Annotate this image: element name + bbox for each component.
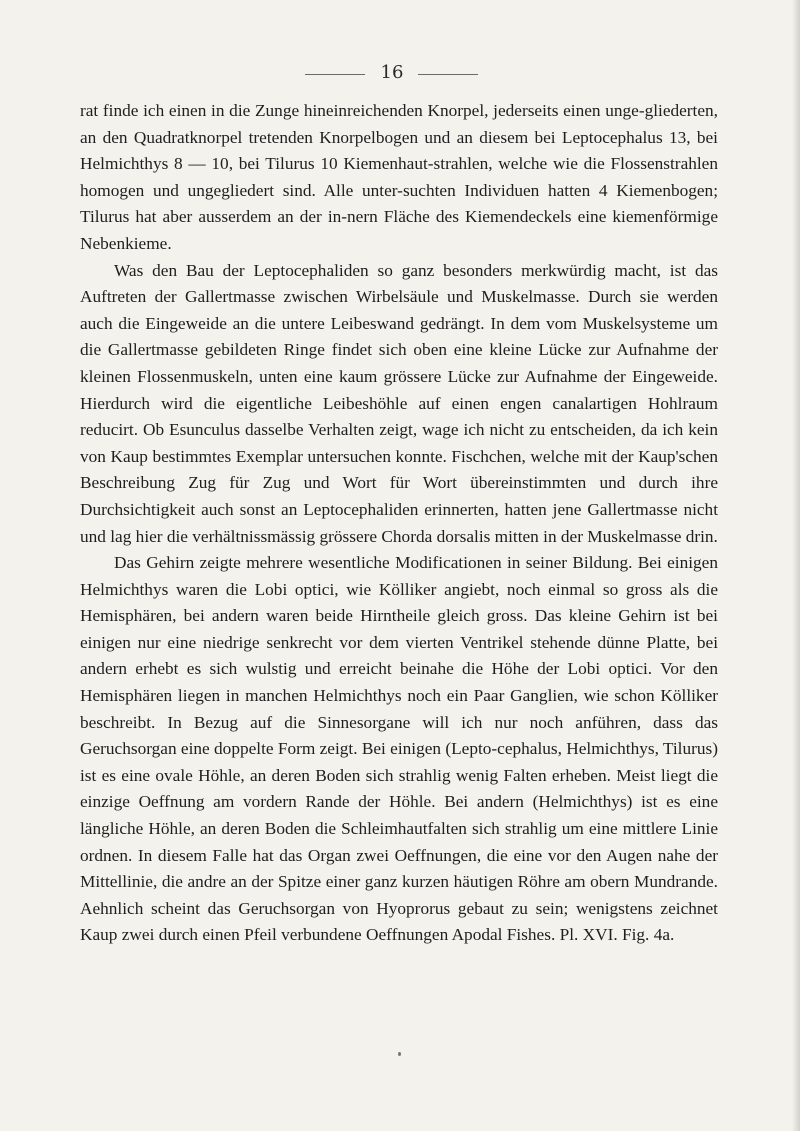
page-header: [0, 62, 800, 86]
paragraph-continued: rat finde ich einen in die Zunge hineinreichenden Knorpel, jederseits einen unge-gliederten, an den Quadratknorpel tretenden Knorpelbogen und an diesem bei Leptocephalus 13, bei Helmichthys 8 — 10, bei Tilurus 10 Kiemenhaut-strahlen, welche wie die Flossenstrahlen homogen und ungegliedert sind. Alle unter-suchten Individuen hatten 4 Kiemenbogen; Tilurus hat aber ausserdem an der in-nern Fläche des Kiemendeckels eine kiemenförmige Nebenkieme.: [80, 101, 718, 253]
body-text: [80, 98, 718, 949]
header-rule-left: [305, 74, 365, 75]
page-number: 16: [380, 62, 404, 83]
paragraph-gehirn: Das Gehirn zeigte mehrere wesentliche Modificationen in seiner Bildung. Bei einigen Helmichthys waren die Lobi optici, wie Kölliker angiebt, noch einmal so gross als die Hemisphären, bei andern waren beide Hirntheile gleich gross. Das kleine Gehirn ist bei einigen nur eine niedrige senkrecht vor dem vierten Ventrikel stehende dünne Platte, bei andern erhebt es sich wulstig und erreicht beinahe die Höhe der Lobi optici. Vor den Hemisphären liegen in manchen Helmichthys noch ein Paar Ganglien, wie schon Kölliker beschreibt. In Bezug auf die Sinnesorgane will ich nur noch anführen, dass das Geruchsorgan eine doppelte Form zeigt. Bei einigen (Lepto-cephalus, Helmichthys, Tilurus) ist es eine ovale Höhle, an deren Boden sich strahlig wenig Falten erheben. Meist liegt die einzige Oeffnung am vordern Rande der Höhle. Bei andern (Helmichthys) ist es eine längliche Höhle, an deren Boden die Schleimhautfalten sich strahlig um eine mittlere Linie ordnen. In diesem Falle hat das Organ zwei Oeffnungen, die eine vor den Augen nahe der Mittellinie, die andre an der Spitze einer ganz kurzen häutigen Röhre am obern Mundrande. Aehnlich scheint das Geruchsorgan von Hyoprorus gebaut zu sein; wenigstens zeichnet Kaup zwei durch einen Pfeil verbundene Oeffnungen Apodal Fishes. Pl. XVI. Fig. 4a.: [80, 553, 718, 945]
header-rule-right: [418, 74, 478, 75]
page-edge-shadow: [792, 0, 800, 1131]
paragraph-leptocephaliden: Was den Bau der Leptocephaliden so ganz besonders merkwürdig macht, ist das Auftreten der Gallertmasse zwischen Wirbelsäule und Muskelmasse. Durch sie werden auch die Eingeweide an die untere Leibeswand gedrängt. In dem vom Muskelsysteme um die Gallertmasse gebildeten Ringe findet sich oben eine kleine Lücke zur Aufnahme der kleinen Flossenmuskeln, unten eine kaum grössere Lücke zur Aufnahme der Eingeweide. Hierdurch wird die eigentliche Leibeshöhle auf einen engen canalartigen Hohlraum reducirt. Ob Esunculus dasselbe Verhalten zeigt, wage ich nicht zu entscheiden, da ich kein von Kaup bestimmtes Exemplar untersuchen konnte. Fischchen, welche mit der Kaup'schen Beschreibung Zug für Zug und Wort für Wort übereinstimmten und durch ihre Durchsichtigkeit auch sonst an Leptocephaliden erinnerten, hatten jene Gallertmasse nicht und lag hier die verhältnissmässig grössere Chorda dorsalis mitten in der Muskelmasse drin.: [80, 260, 718, 546]
paper-fleck: [398, 1052, 401, 1056]
